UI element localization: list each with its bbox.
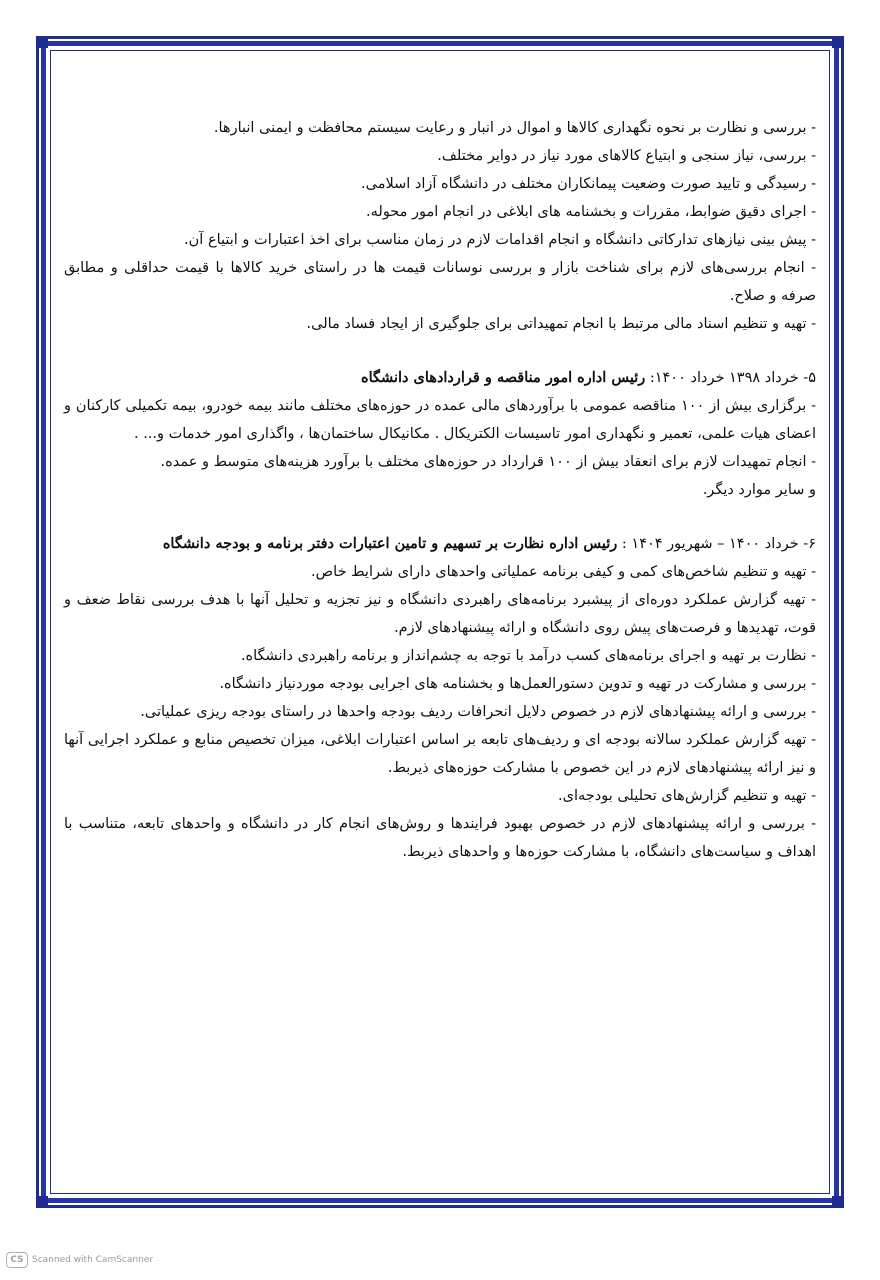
- corner-ornament-top-left: [38, 38, 48, 48]
- section-5: [64, 364, 816, 504]
- corner-ornament-bottom-left: [38, 1196, 48, 1206]
- list-item: - تهیه گزارش عملکرد سالانه بودجه ای و ردیف‌های تابعه بر اساس اعتبارات ابلاغی، میزان تخصیص منابع و عملکرد اجرایی آنها و نیز ارائه پیشنهادهای لازم در این خصوص با مشارکت حوزه‌های ذیربط.: [64, 732, 816, 776]
- list-item: - بررسی و ارائه پیشنهادهای لازم در خصوص دلایل انحرافات ردیف بودجه واحدها در راستای بودجه ریزی عملیاتی.: [140, 704, 816, 720]
- list-item: - انجام بررسی‌های لازم برای شناخت بازار و بررسی نوسانات قیمت ها در راستای خرید کالاها با قیمت حداقلی و مطابق صرفه و صلاح.: [64, 260, 816, 304]
- corner-ornament-top-right: [832, 38, 842, 48]
- list-item: - رسیدگی و تایید صورت وضعیت پیمانکاران مختلف در دانشگاه آزاد اسلامی.: [361, 176, 816, 192]
- corner-ornament-bottom-right: [832, 1196, 842, 1206]
- section-6-date: ۶- خرداد ۱۴۰۰ – شهریور ۱۴۰۴ :: [621, 536, 816, 552]
- list-item: - نظارت بر تهیه و اجرای برنامه‌های کسب درآمد با توجه به چشم‌انداز و برنامه راهبردی دانشگاه.: [240, 648, 816, 664]
- list-item: - برگزاری بیش از ۱۰۰ مناقصه عمومی با برآوردهای مالی عمده در حوزه‌های مختلف مانند بیمه خودرو، بیمه تکمیلی کارکنان و اعضای هیات علمی، تعمیر و نگهداری امور تاسیسات الکتریکال . مکانیکال ساختمان‌ها ، واگذاری امور خدمات و... .: [64, 398, 816, 442]
- section-5-title: رئیس اداره امور مناقصه و قراردادهای دانشگاه: [361, 369, 646, 386]
- section-6-heading: [64, 530, 816, 558]
- list-item: - اجرای دقیق ضوابط، مقررات و بخشنامه های ابلاغی در انجام امور محوله.: [366, 204, 816, 220]
- list-item: - تهیه گزارش عملکرد دوره‌ای از پیشبرد برنامه‌های راهبردی دانشگاه و نیز تجزیه و تحلیل آنها با هدف بررسی نقاط ضعف و قوت، تهدیدها و فرصت‌های پیش روی دانشگاه و ارائه پیشنهادهای لازم.: [64, 592, 816, 636]
- list-item: - تهیه و تنظیم شاخص‌های کمی و کیفی برنامه عملیاتی واحدهای دارای شرایط خاص.: [311, 564, 816, 580]
- section-5-date: ۵- خرداد ۱۳۹۸ خرداد ۱۴۰۰:: [649, 370, 816, 386]
- list-item: - تهیه و تنظیم گزارش‌های تحلیلی بودجه‌ای.: [558, 788, 816, 804]
- list-item: - پیش بینی نیازهای تدارکاتی دانشگاه و انجام اقدامات لازم در زمان مناسب برای اخذ اعتبارات و ابتیاع آن.: [184, 232, 816, 248]
- scanner-watermark: [6, 1252, 153, 1268]
- section-6: [64, 530, 816, 866]
- section-5-heading: [64, 364, 816, 392]
- top-list: [64, 114, 816, 338]
- list-item: - بررسی، نیاز سنجی و ابتیاع کالاهای مورد نیاز در دوایر مختلف.: [437, 148, 816, 164]
- section-6-title: رئیس اداره نظارت بر تسهیم و تامین اعتبارات دفتر برنامه و بودجه دانشگاه: [162, 535, 618, 552]
- list-item: و سایر موارد دیگر.: [702, 482, 816, 498]
- document-body: [64, 114, 816, 866]
- list-item: - بررسی و نظارت بر نحوه نگهداری کالاها و اموال در انبار و رعایت سیستم محافظت و ایمنی انبارها.: [213, 120, 816, 136]
- watermark-text: Scanned with CamScanner: [32, 1255, 154, 1265]
- list-item: - بررسی و مشارکت در تهیه و تدوین دستورالعمل‌ها و بخشنامه های اجرایی بودجه موردنیاز دانشگاه.: [219, 676, 816, 692]
- list-item: - انجام تمهیدات لازم برای انعقاد بیش از ۱۰۰ قرارداد در حوزه‌های مختلف با برآورد هزینه‌های متوسط و عمده.: [160, 454, 816, 470]
- camscanner-logo-icon: CS: [6, 1252, 28, 1268]
- list-item: - بررسی و ارائه پیشنهادهای لازم در خصوص بهبود فرایندها و روش‌های انجام کار در دانشگاه و واحدهای تابعه، متناسب با اهداف و سیاست‌های دانشگاه، با مشارکت حوزه‌ها و واحدهای ذیربط.: [64, 816, 816, 860]
- list-item: - تهیه و تنظیم اسناد مالی مرتبط با انجام تمهیداتی برای جلوگیری از ایجاد فساد مالی.: [306, 316, 816, 332]
